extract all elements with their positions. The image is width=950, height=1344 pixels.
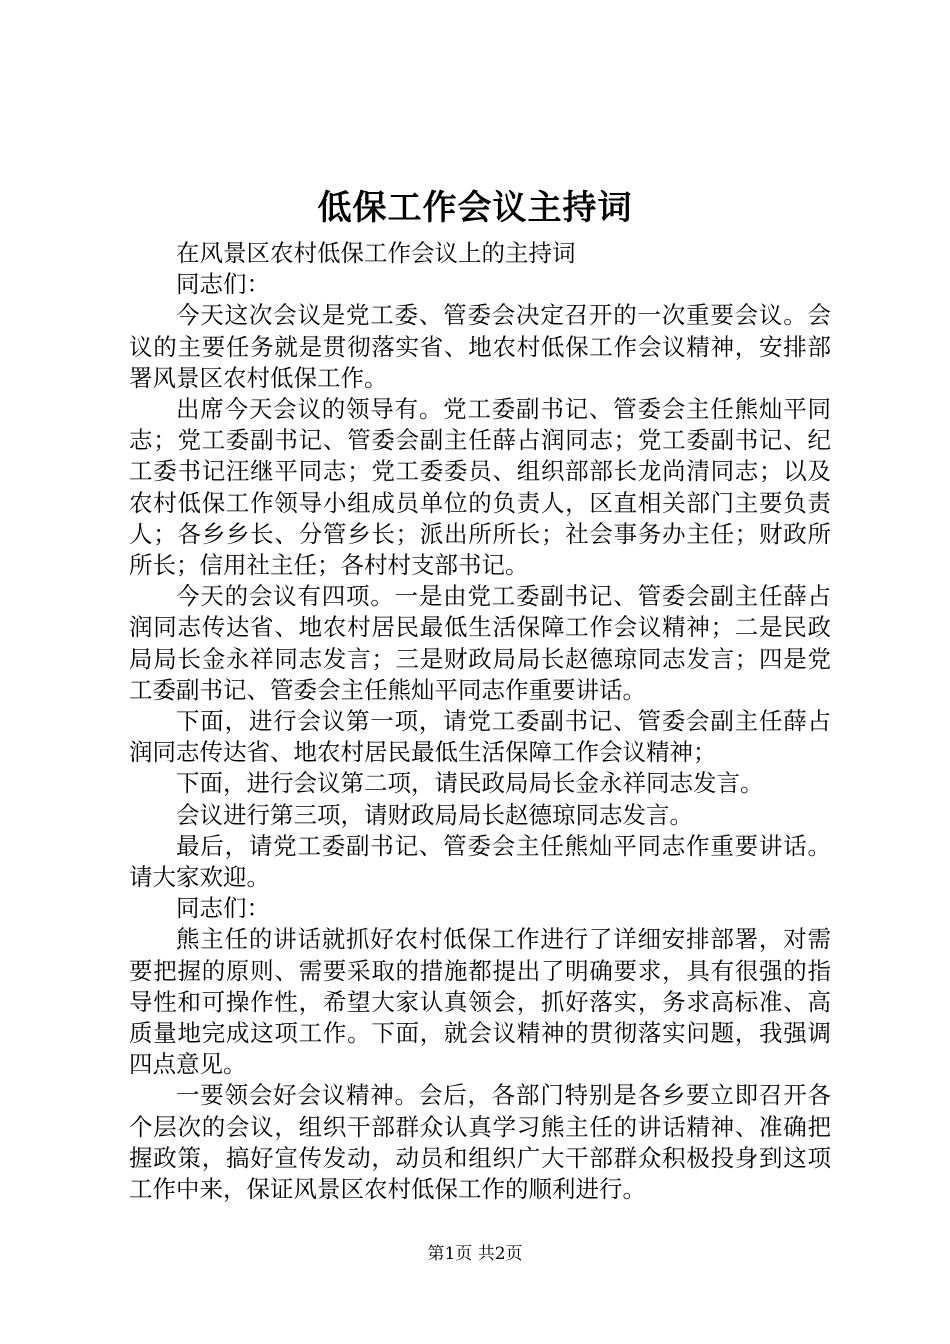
- paragraph: 一要领会好会议精神。会后，各部门特别是各乡要立即召开各个层次的会议，组织干部群众认真学习熊主任的讲话精神、准确把握政策，搞好宣传发动，动员和组织广大干部群众积极投身到这项工作中来，保证风景区农村低保工作的顺利进行。: [129, 1081, 831, 1204]
- paragraph-salutation: 同志们：: [176, 270, 270, 299]
- paragraph: 熊主任的讲话就抓好农村低保工作进行了详细安排部署，对需要把握的原则、需要采取的措施都提出了明确要求，具有很强的指导性和可操作性，希望大家认真领会，抓好落实，务求高标准、高质量地完成这项工作。下面，就会议精神的贯彻落实问题，我强调四点意见。: [129, 925, 831, 1079]
- document-body: [129, 238, 831, 1205]
- paragraph: 今天的会议有四项。一是由党工委副书记、管委会副主任薛占润同志传达省、地农村居民最低生活保障工作会议精神；二是民政局局长金永祥同志发言；三是财政局局长赵德琼同志发言；四是党工委副书记、管委会主任熊灿平同志作重要讲话。: [129, 582, 831, 704]
- paragraph: 出席今天会议的领导有。党工委副书记、管委会主任熊灿平同志；党工委副书记、管委会副主任薛占润同志；党工委副书记、纪工委书记汪继平同志；党工委委员、组织部部长龙尚清同志；以及农村低保工作领导小组成员单位的负责人，区直相关部门主要负责人；各乡乡长、分管乡长；派出所所长；社会事务办主任；财政所所长；信用社主任；各村村支部书记。: [129, 395, 831, 580]
- paragraph: 今天这次会议是党工委、管委会决定召开的一次重要会议。会议的主要任务就是贯彻落实省、地农村低保工作会议精神，安排部署风景区农村低保工作。: [129, 301, 831, 392]
- page-footer: 第1页 共2页: [427, 1244, 523, 1264]
- paragraph-subtitle: 在风景区农村低保工作会议上的主持词: [176, 239, 576, 267]
- paragraph: 会议进行第三项，请财政局局长赵德琼同志发言。: [176, 800, 693, 829]
- paragraph: 下面，进行会议第二项，请民政局局长金永祥同志发言。: [176, 769, 764, 798]
- paragraph: 最后，请党工委副书记、管委会主任熊灿平同志作重要讲话。请大家欢迎。: [129, 831, 831, 892]
- paragraph-salutation: 同志们：: [176, 894, 270, 923]
- paragraph: 下面，进行会议第一项，请党工委副书记、管委会副主任薛占润同志传达省、地农村居民最低生活保障工作会议精神；: [129, 707, 831, 767]
- document-title: 低保工作会议主持词: [317, 188, 633, 228]
